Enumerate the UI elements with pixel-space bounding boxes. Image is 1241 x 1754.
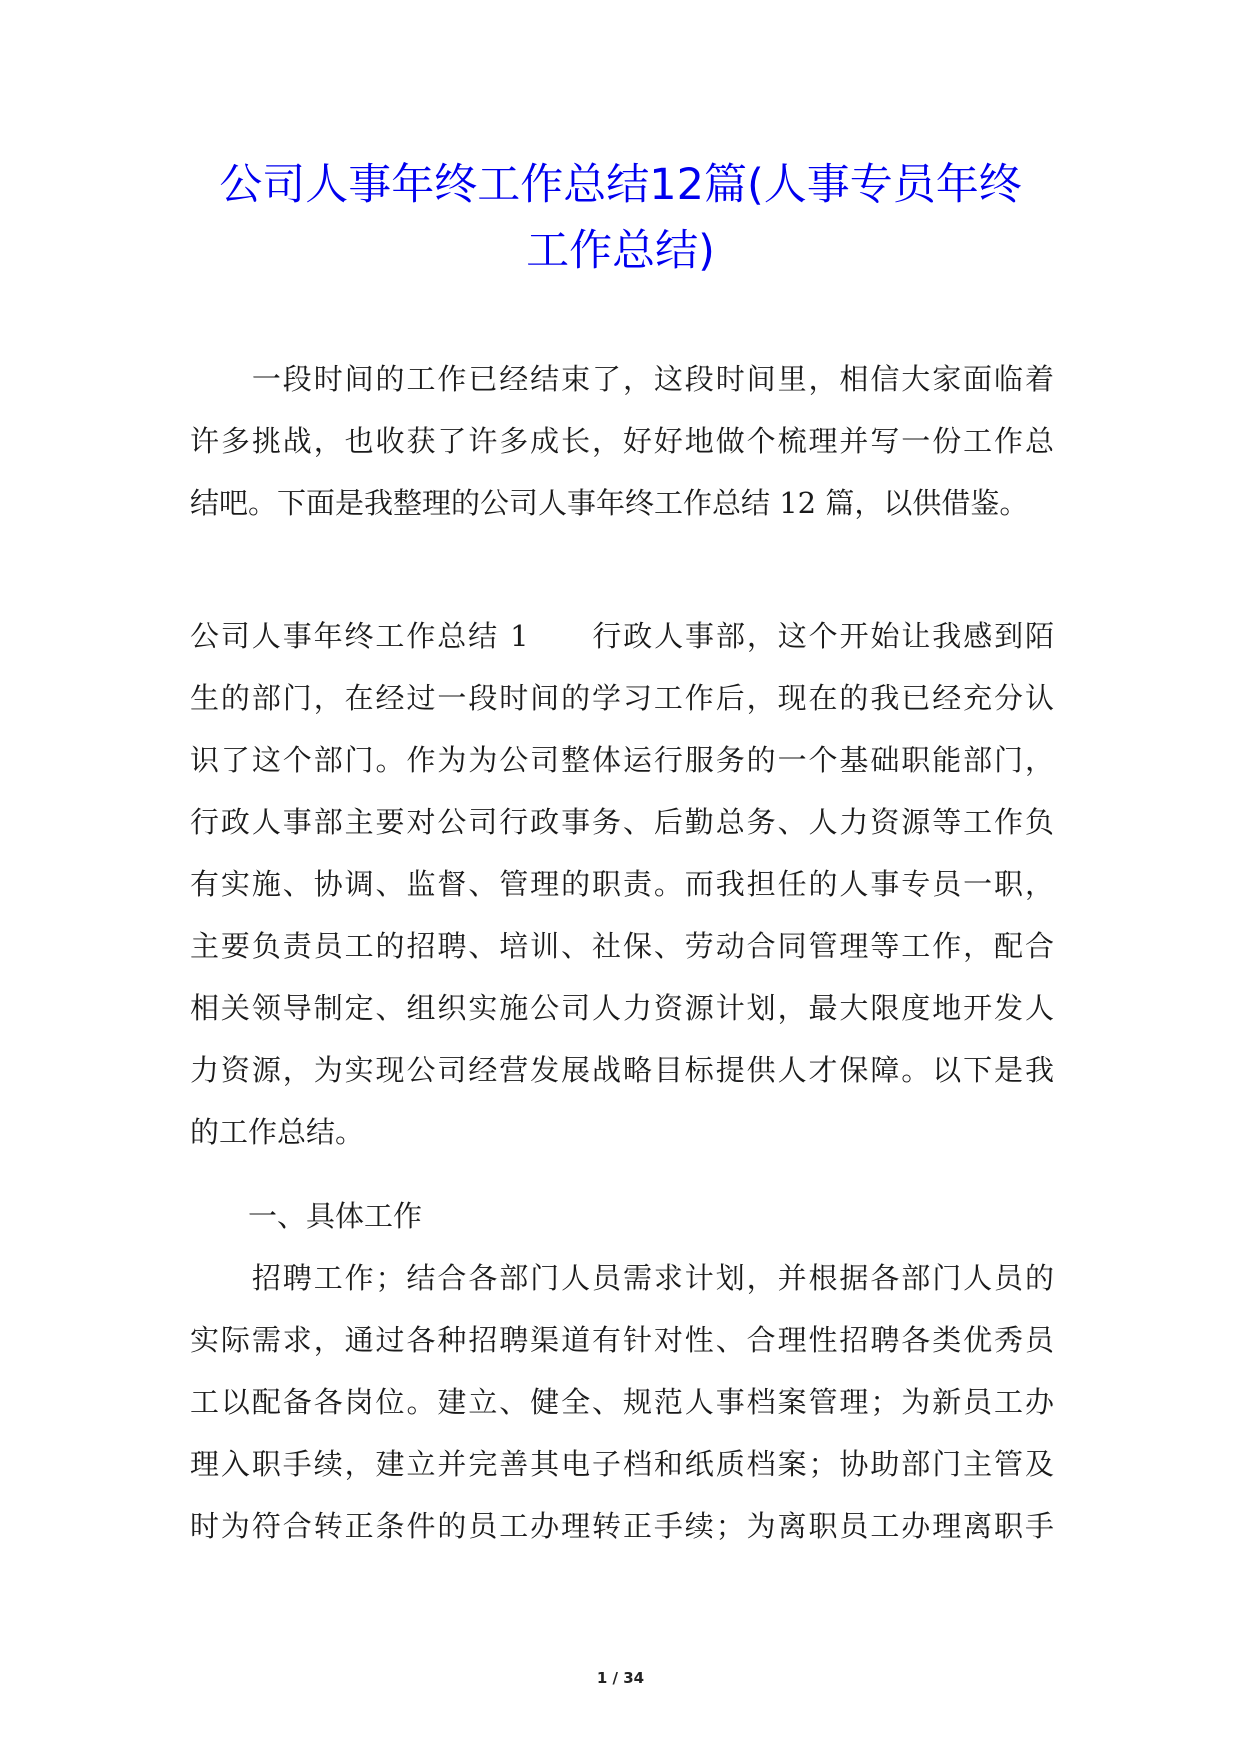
recruitment-line: 工以配备各岗位。建立、健全、规范人事档案管理；为新员工办	[190, 1385, 1054, 1419]
intro-line: 结吧。下面是我整理的公司人事年终工作总结 12 篇，以供借鉴。	[190, 486, 1029, 520]
section-1-line: 主要负责员工的招聘、培训、社保、劳动合同管理等工作，配合	[190, 929, 1054, 963]
document-title-line-2: 工作总结)	[526, 226, 715, 276]
intro-line: 一段时间的工作已经结束了，这段时间里，相信大家面临着	[190, 362, 1054, 396]
recruitment-line: 招聘工作；结合各部门人员需求计划，并根据各部门人员的	[190, 1261, 1054, 1295]
section-1-line: 生的部门，在经过一段时间的学习工作后，现在的我已经充分认	[190, 681, 1054, 715]
section-1-line: 的工作总结。	[190, 1115, 365, 1149]
document-title	[150, 152, 1091, 284]
section-1-line: 相关领导制定、组织实施公司人力资源计划，最大限度地开发人	[190, 991, 1054, 1025]
recruitment-line: 时为符合转正条件的员工办理转正手续；为离职员工办理离职手	[190, 1509, 1054, 1543]
recruitment-line: 实际需求，通过各种招聘渠道有针对性、合理性招聘各类优秀员	[190, 1323, 1054, 1357]
page-number: 1 / 34	[596, 1669, 645, 1687]
section-1-line: 有实施、协调、监督、管理的职责。而我担任的人事专员一职，	[190, 867, 1054, 901]
document-title-line-1: 公司人事年终工作总结12篇(人事专员年终	[219, 160, 1022, 210]
section-1-line: 行政人事部主要对公司行政事务、后勤总务、人力资源等工作负	[190, 805, 1054, 839]
section-heading-text: 一、具体工作	[190, 1199, 423, 1233]
section-1-line: 识了这个部门。作为为公司整体运行服务的一个基础职能部门，	[190, 743, 1054, 777]
intro-paragraph	[190, 348, 1054, 534]
section-1-paragraph	[190, 605, 1054, 1163]
section-1-line: 公司人事年终工作总结 1 行政人事部，这个开始让我感到陌	[190, 619, 1054, 653]
recruitment-paragraph	[190, 1247, 1054, 1557]
recruitment-line: 理入职手续，建立并完善其电子档和纸质档案；协助部门主管及	[190, 1447, 1054, 1481]
intro-line: 许多挑战，也收获了许多成长，好好地做个梳理并写一份工作总	[190, 424, 1054, 458]
section-heading-specific-work	[190, 1185, 1054, 1247]
section-1-line: 力资源，为实现公司经营发展战略目标提供人才保障。以下是我	[190, 1053, 1054, 1087]
